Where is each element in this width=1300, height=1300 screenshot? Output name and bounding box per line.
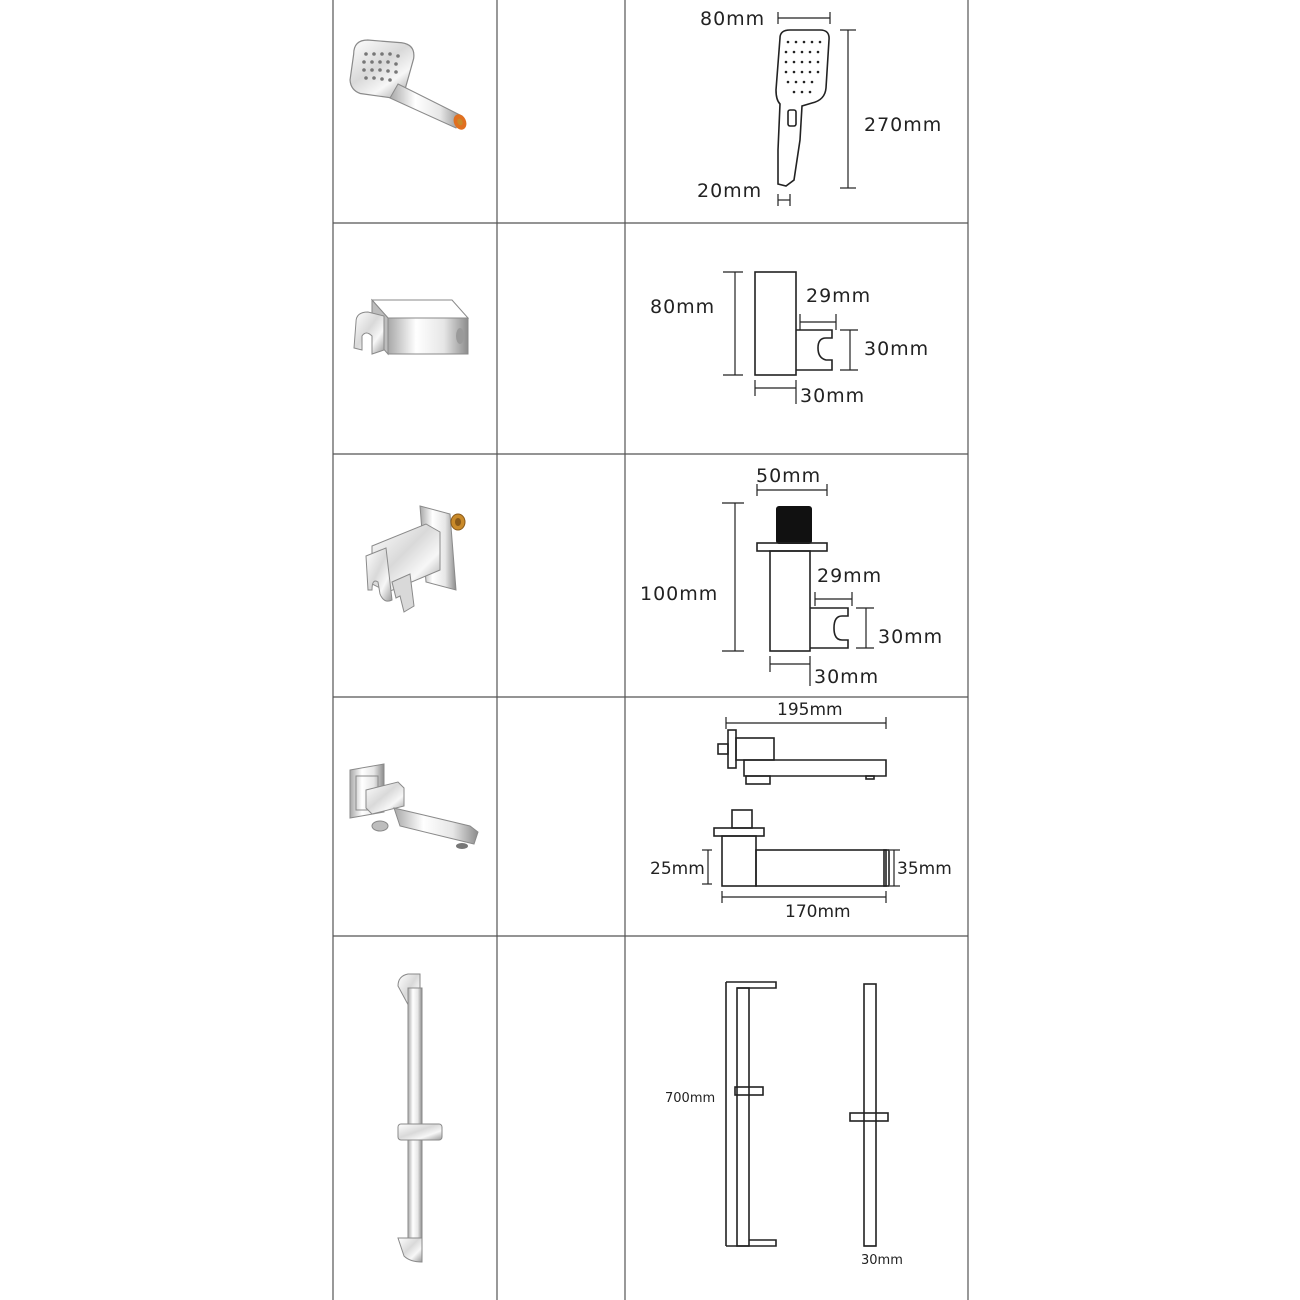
dim-height: 270mm	[864, 114, 943, 136]
shower-head-drawing	[776, 12, 856, 206]
dim-hook-offset: 29mm	[817, 565, 883, 587]
slide-rail-photo	[398, 974, 442, 1262]
row-wall-outlet	[366, 465, 943, 688]
row-handheld-shower	[348, 8, 942, 206]
dim-hook-height: 30mm	[864, 338, 930, 360]
row-bath-spout	[350, 700, 952, 922]
table-grid	[333, 0, 968, 1300]
dim-height: 80mm	[650, 296, 716, 318]
dim-flange: 50mm	[756, 465, 822, 487]
dim-length-bottom: 170mm	[785, 902, 851, 922]
dim-width: 30mm	[861, 1253, 903, 1268]
dim-width: 30mm	[814, 666, 880, 688]
dim-height: 100mm	[640, 583, 719, 605]
row-holder-bracket	[354, 272, 929, 407]
bath-spout-photo	[350, 764, 478, 849]
dim-width: 80mm	[700, 8, 766, 30]
dim-connector: 20mm	[697, 180, 763, 202]
shower-head-photo	[348, 36, 469, 131]
dim-height: 700mm	[665, 1091, 716, 1106]
dim-length-top: 195mm	[777, 700, 843, 720]
dim-spout-height: 35mm	[897, 859, 952, 879]
holder-bracket-photo	[354, 300, 468, 354]
bath-spout-drawing	[702, 717, 900, 903]
wall-outlet-photo	[366, 506, 465, 612]
dim-hook-height: 30mm	[878, 626, 944, 648]
dim-hook-offset: 29mm	[806, 285, 872, 307]
dim-flange-height: 25mm	[650, 859, 705, 879]
dim-width: 30mm	[800, 385, 866, 407]
slide-rail-drawing	[726, 982, 888, 1246]
row-slide-rail	[398, 974, 903, 1268]
